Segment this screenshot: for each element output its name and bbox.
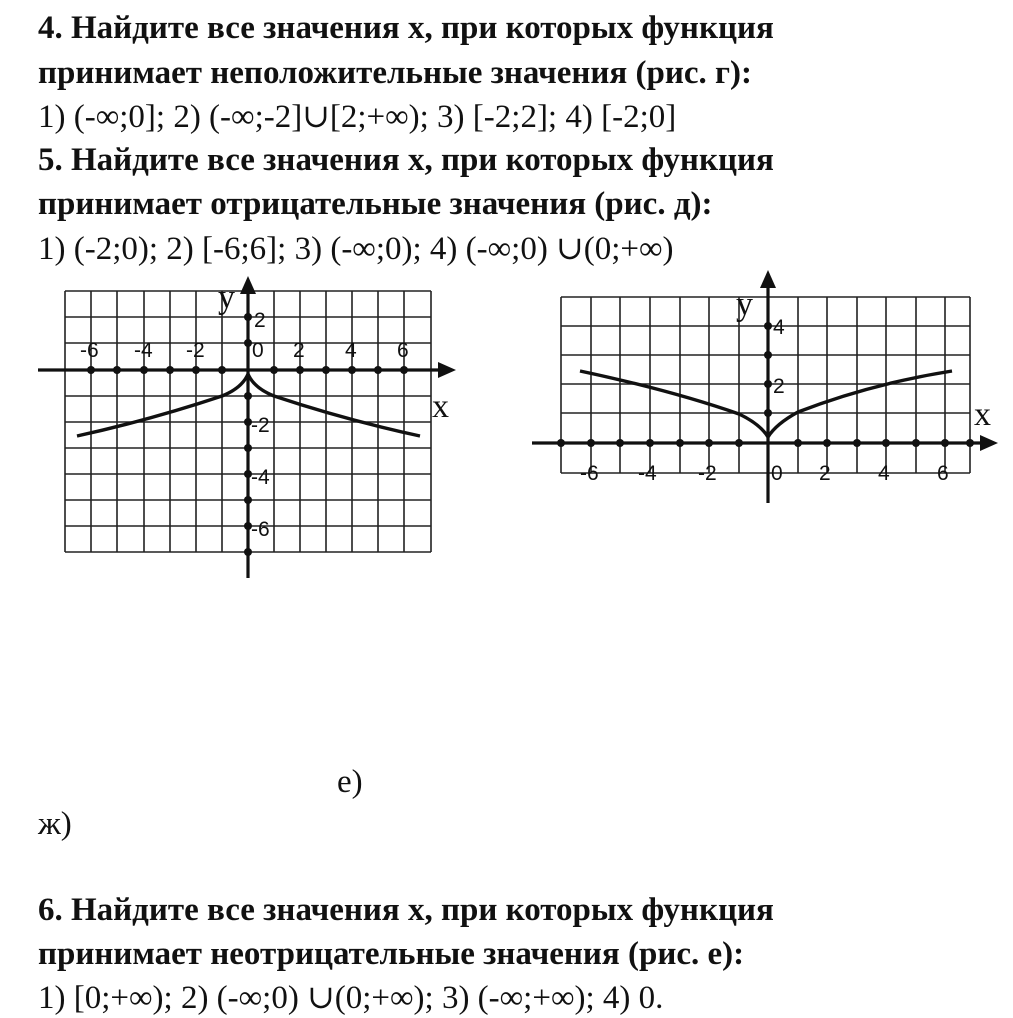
q6-options: 1) [0;+∞); 2) (-∞;0) ∪(0;+∞); 3) (-∞;+∞); 4) 0. [38,980,664,1016]
graph-left-xtick: -2 [186,339,205,362]
graph-left-xtick: -6 [80,339,99,362]
graph-right-y-arrow [760,270,776,288]
graph-right-xtick: 6 [937,462,949,485]
graph-left-xtick: 2 [293,339,305,362]
graph-left-xtick: 6 [397,339,409,362]
graph-right-xtick: 4 [878,462,890,485]
q4-title-line1: 4. Найдите все значения х, при которых функция [38,10,774,46]
graph-left-x-label: x [432,388,449,425]
graph-right-xtick: 0 [771,462,783,485]
q4-options: 1) (-∞;0]; 2) (-∞;-2]∪[2;+∞); 3) [-2;2]; 4) [-2;0] [38,99,677,135]
caption-zh: ж) [38,806,72,842]
graph-right-x-label: x [974,396,991,433]
graph-left-ytick: 0 [252,339,264,362]
caption-e: е) [337,764,363,800]
graph-left-ytick: -2 [251,414,270,437]
q6-title-line2: принимает неотрицательные значения (рис. е): [38,936,745,972]
q6-title-line1: 6. Найдите все значения х, при которых функция [38,892,774,928]
graph-left-ytick: -4 [251,466,270,489]
graph-left-xtick: 4 [345,339,357,362]
q5-title-line2: принимает отрицательные значения (рис. д): [38,186,713,222]
q5-title-line1: 5. Найдите все значения х, при которых функция [38,142,774,178]
graph-right-xtick: -4 [638,462,657,485]
graph-right-x-arrow [980,435,998,451]
graph-right-xtick: -2 [698,462,717,485]
graph-left-ytick: -6 [251,518,270,541]
graph-right-ytick: 2 [773,375,785,398]
graph-left-xtick: -4 [134,339,153,362]
q5-options: 1) (-2;0); 2) [-6;6]; 3) (-∞;0); 4) (-∞;0) ∪(0;+∞) [38,231,674,267]
graph-right-ytick: 4 [773,316,785,339]
graph-right-xtick: -6 [580,462,599,485]
q4-title-line2: принимает неположительные значения (рис. г): [38,55,752,91]
graph-left-ytick: 2 [254,309,266,332]
graph-right-y-label: y [736,286,753,323]
graph-left-y-label: y [218,279,235,316]
graph-right-xtick: 2 [819,462,831,485]
